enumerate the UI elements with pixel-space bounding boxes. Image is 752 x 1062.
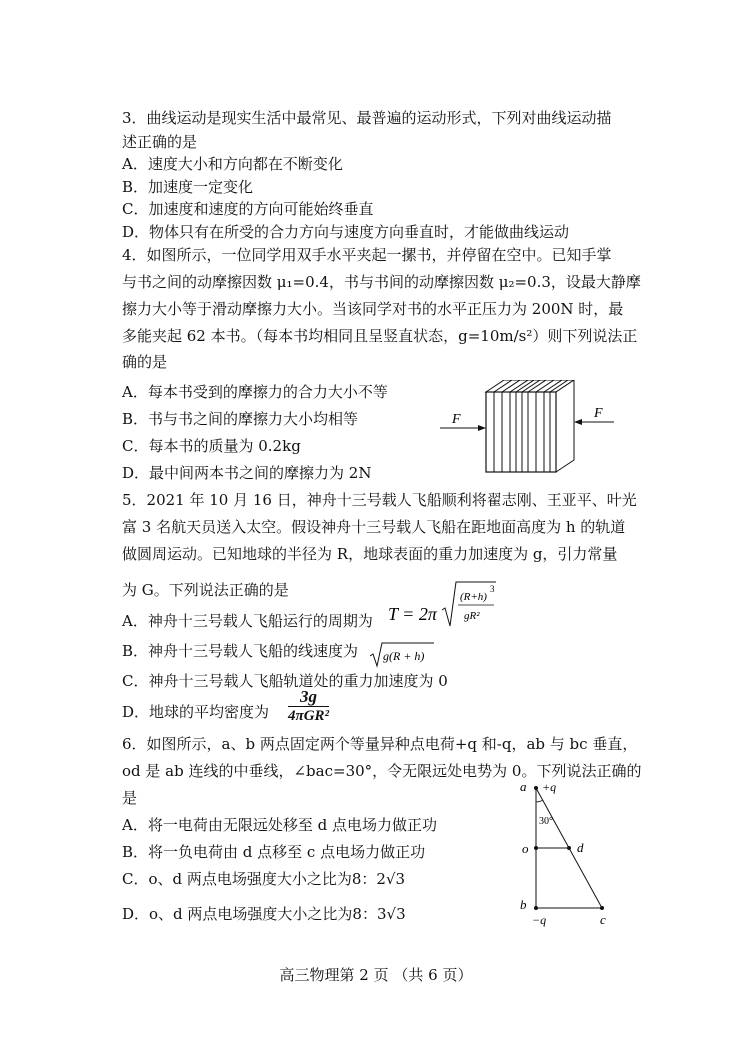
q5-stem-line3: 做圆周运动。已知地球的半径为 R，地球表面的重力加速度为 g，引力常量 [122,545,618,563]
q4-option-b: B．书与书之间的摩擦力大小均相等 [122,410,359,428]
angle-label: 30° [539,816,553,827]
q5-option-c: C．神舟十三号载人飞船轨道处的重力加速度为 0 [122,672,448,690]
q4-stem-line2: 与书之间的动摩擦因数 μ₁=0.4，书与书间的动摩擦因数 μ₂=0.3，设最大静摩 [122,273,641,291]
q6-option-c: C．o、d 两点电场强度大小之比为8：2√3 [122,870,406,888]
books-figure [436,380,616,480]
q4-stem-line5: 确的是 [122,353,168,371]
q4-option-d: D．最中间两本书之间的摩擦力为 2N [122,464,372,482]
svg-text:(R+h): (R+h) [460,591,487,603]
q5-option-b: B．神舟十三号载人飞船的线速度为 [122,642,359,660]
period-formula [388,580,500,630]
q4-option-c: C．每本书的质量为 0.2kg [122,437,301,455]
point-o-label: o [522,841,529,856]
q3-stem-line1: 3．曲线运动是现实生活中最常见、最普遍的运动形式，下列对曲线运动描 [122,109,612,127]
q6-option-b: B．将一负电荷由 d 点移至 c 点电场力做正功 [122,843,426,861]
q3-option-a: A．速度大小和方向都在不断变化 [122,155,343,173]
q3-option-d: D．物体只有在所受的合力方向与速度方向垂直时，才能做曲线运动 [122,223,570,241]
q4-stem-line1: 4．如图所示，一位同学用双手水平夹起一摞书，并停留在空中。已知手掌 [122,246,612,264]
force-label-right: F [594,406,603,421]
q3-stem-line2: 述正确的是 [122,133,198,151]
q5-stem-line2: 富 3 名航天员送入太空。假设神舟十三号载人飞船在距地面高度为 h 的轨道 [122,518,626,536]
q4-stem-line4: 多能夹起 62 本书。（每本书均相同且呈竖直状态，g=10m/s²）则下列说法正 [122,327,638,345]
q3-option-c: C．加速度和速度的方向可能始终垂直 [122,200,374,218]
q6-stem-line3: 是 [122,789,138,807]
q5-stem-line1: 5．2021 年 10 月 16 日，神舟十三号载人飞船顺利将翟志刚、王亚平、叶光 [122,491,637,509]
q4-stem-line3: 擦力大小等于滑动摩擦力大小。当该同学对书的水平正压力为 200N 时，最 [122,300,624,318]
density-numerator: 3g [288,688,329,707]
density-formula [288,688,329,725]
point-d-label: d [577,840,584,855]
charge-triangle-figure [512,778,616,930]
q5-option-a: A．神舟十三号载人飞船运行的周期为 [122,612,373,630]
point-c-label: c [600,912,606,927]
velocity-formula [370,640,438,668]
charge-minus-label: −q [532,913,547,927]
svg-text:T = 2π: T = 2π [388,604,437,624]
charge-plus-label: +q [542,780,557,794]
density-denominator: 4πGR² [288,708,330,724]
q4-option-a: A．每本书受到的摩擦力的合力大小不等 [122,383,388,401]
svg-text:gR²: gR² [464,610,480,622]
force-label-left: F [452,412,461,427]
svg-text:g(R + h): g(R + h) [383,649,425,663]
page-footer: 高三物理第 2 页 （共 6 页） [279,966,473,984]
q6-stem-line2: od 是 ab 连线的中垂线，∠bac=30°，令无限远处电势为 0。下列说法正确的 [122,762,642,780]
q5-option-d: D．地球的平均密度为 [122,703,270,721]
q6-stem-line1: 6．如图所示，a、b 两点固定两个等量异种点电荷+q 和-q，ab 与 bc 垂直， [122,735,638,753]
q6-option-d: D．o、d 两点电场强度大小之比为8：3√3 [122,905,406,923]
svg-text:3: 3 [490,584,495,594]
q5-stem-line4: 为 G。下列说法正确的是 [122,581,289,599]
point-b-label: b [520,897,527,912]
q3-option-b: B．加速度一定变化 [122,178,254,196]
point-a-label: a [520,779,527,794]
q6-option-a: A．将一电荷由无限远处移至 d 点电场力做正功 [122,816,437,834]
